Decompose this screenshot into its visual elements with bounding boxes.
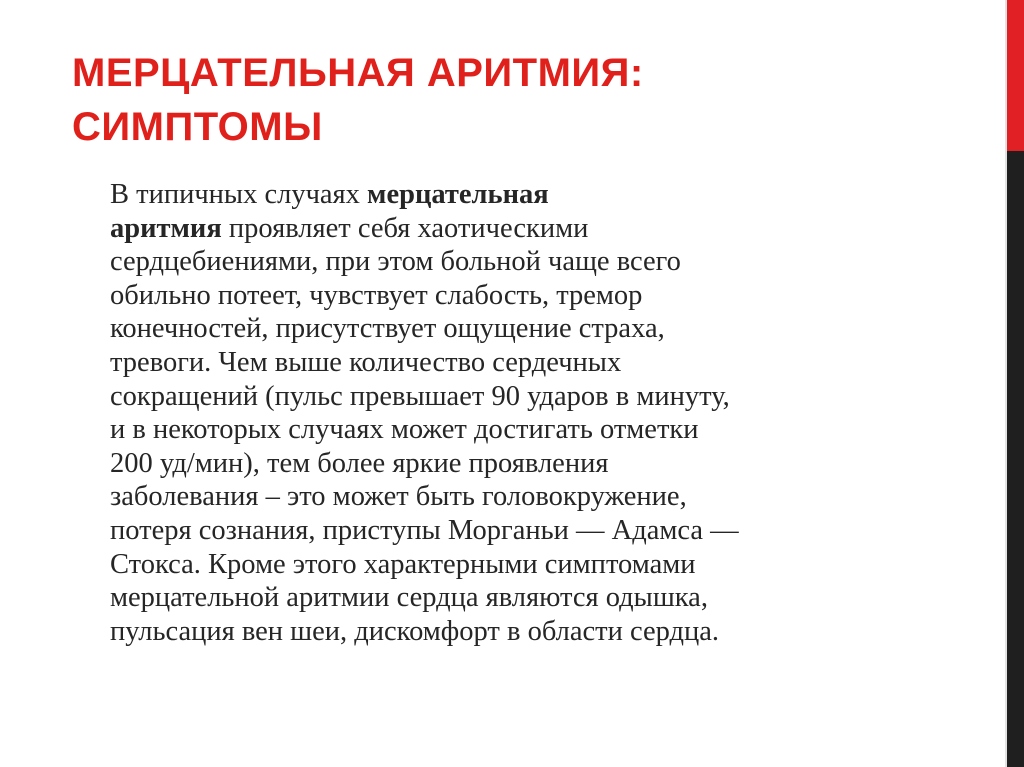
body-line: потеря сознания, приступы Морганьи — Адамса — [110,514,739,546]
body-line: сердцебиениями, при этом больной чаще всего [110,246,681,278]
title-line-2: СИМПТОМЫ [72,105,323,149]
slide-title [72,46,972,154]
body-line: конечностей, присутствует ощущение страха, [110,313,665,345]
body-line: обильно потеет, чувствует слабость, тремор [110,279,643,311]
body-line: тревоги. Чем выше количество сердечных [110,346,622,378]
body-line: 200 уд/мин), тем более яркие проявления [110,447,609,479]
body-line: Стокса. Кроме этого характерными симптомами [110,548,696,580]
title-line-1: МЕРЦАТЕЛЬНАЯ АРИТМИЯ: [72,51,644,95]
body-paragraph [110,178,870,648]
body-bold-term: аритмия [110,212,222,244]
body-text-run: проявляет себя хаотическими [221,212,589,244]
body-line: пульсация вен шеи, дискомфорт в области сердца. [110,615,720,647]
body-text-run: В типичных случаях [110,179,368,210]
body-line: и в некоторых случаях может достигать отметки [110,414,699,446]
accent-bar-lower [1007,151,1024,767]
body-line [110,212,870,246]
body-line: заболевания – это может быть головокружение, [110,481,687,513]
body-line: мерцательной аритмии сердца являются одышка, [110,582,708,614]
body-bold-term: мерцательная [367,179,549,210]
accent-bar [1007,0,1024,151]
body-line [110,178,870,212]
body-line: сокращений (пульс превышает 90 ударов в минуту, [110,380,730,412]
